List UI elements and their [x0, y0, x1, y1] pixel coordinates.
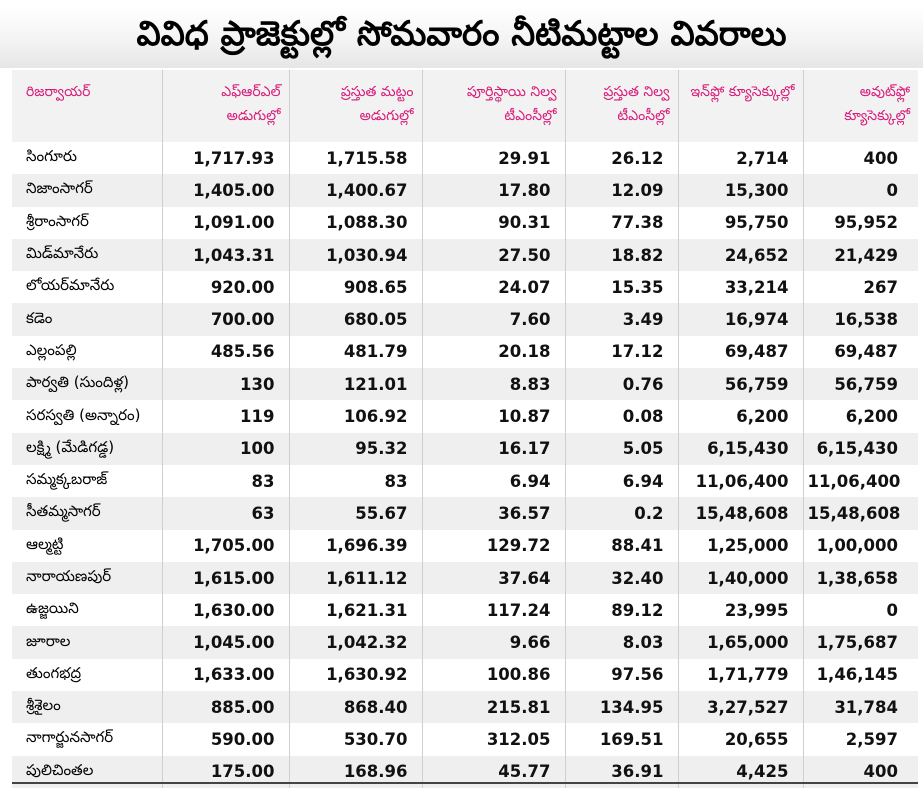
current-storage-tmc: 97.56 — [565, 659, 678, 691]
frl-feet: 920.00 — [162, 271, 289, 303]
table-row — [12, 626, 918, 658]
current-level-feet: 1,696.39 — [289, 530, 422, 562]
table-row — [12, 271, 918, 303]
header-current-storage-tmc: ప్రస్తుత నిల్వ టీఎంసీల్లో — [565, 70, 678, 142]
table-row — [12, 303, 918, 335]
current-level-feet: 55.67 — [289, 497, 422, 529]
inflow-cusecs: 95,750 — [678, 207, 803, 239]
bottom-divider — [12, 782, 918, 784]
reservoir-name: శ్రీశైలం — [12, 691, 162, 723]
current-level-feet: 1,715.58 — [289, 142, 422, 174]
current-storage-tmc: 26.12 — [565, 142, 678, 174]
current-level-feet: 1,611.12 — [289, 562, 422, 594]
table-header — [12, 70, 918, 142]
page-title: వివిధ ప్రాజెక్టుల్లో సోమవారం నీటిమట్టాల వివరాలు — [136, 14, 787, 54]
outflow-cusecs: 15,48,608 — [807, 503, 901, 523]
inflow-cusecs: 2,714 — [678, 142, 803, 174]
current-level-feet: 121.01 — [289, 368, 422, 400]
outflow-cusecs: 1,75,687 — [816, 633, 898, 653]
full-storage-tmc: 27.50 — [422, 239, 565, 271]
frl-feet: 1,091.00 — [162, 207, 289, 239]
full-storage-tmc: 10.87 — [422, 400, 565, 432]
inflow-cusecs: 6,200 — [678, 400, 803, 432]
current-storage-tmc: 134.95 — [565, 691, 678, 723]
outflow-cusecs: 1,46,145 — [816, 665, 898, 685]
table-row — [12, 368, 918, 400]
frl-feet: 1,405.00 — [162, 174, 289, 206]
inflow-cusecs: 15,300 — [678, 174, 803, 206]
outflow-cusecs: 6,200 — [845, 407, 898, 427]
full-storage-tmc: 215.81 — [422, 691, 565, 723]
current-level-feet: 1,630.92 — [289, 659, 422, 691]
full-storage-tmc: 9.66 — [422, 626, 565, 658]
reservoir-name: కడెం — [12, 303, 162, 335]
table-row — [12, 207, 918, 239]
full-storage-tmc: 37.64 — [422, 562, 565, 594]
inflow-cusecs: 1,65,000 — [678, 626, 803, 658]
current-storage-tmc: 89.12 — [565, 594, 678, 626]
frl-feet: 485.56 — [162, 336, 289, 368]
current-level-feet: 908.65 — [289, 271, 422, 303]
reservoir-name: పులిచింతల — [12, 756, 162, 788]
frl-feet: 1,633.00 — [162, 659, 289, 691]
table-row — [12, 594, 918, 626]
outflow-cusecs: 0 — [886, 180, 898, 200]
table-row — [12, 562, 918, 594]
inflow-cusecs: 1,25,000 — [678, 530, 803, 562]
full-storage-tmc: 7.60 — [422, 303, 565, 335]
current-storage-tmc: 0.76 — [565, 368, 678, 400]
full-storage-tmc: 90.31 — [422, 207, 565, 239]
full-storage-tmc: 117.24 — [422, 594, 565, 626]
inflow-cusecs: 24,652 — [678, 239, 803, 271]
header-row — [12, 70, 918, 142]
outflow-cusecs: 400 — [863, 762, 898, 782]
outflow-cusecs: 16,538 — [834, 310, 898, 330]
reservoir-name: ఆల్మట్టి — [12, 530, 162, 562]
reservoir-name: ఎల్లంపల్లి — [12, 336, 162, 368]
outflow-cusecs: 1,00,000 — [816, 536, 898, 556]
reservoir-name: మిడ్‌మానేరు — [12, 239, 162, 271]
current-level-feet: 868.40 — [289, 691, 422, 723]
frl-feet: 1,705.00 — [162, 530, 289, 562]
frl-feet: 63 — [162, 497, 289, 529]
table-row — [12, 142, 918, 174]
reservoir-levels-table — [12, 70, 918, 788]
table-row — [12, 659, 918, 691]
table-row — [12, 174, 918, 206]
full-storage-tmc: 6.94 — [422, 465, 565, 497]
current-storage-tmc: 88.41 — [565, 530, 678, 562]
full-storage-tmc: 36.57 — [422, 497, 565, 529]
inflow-cusecs: 23,995 — [678, 594, 803, 626]
frl-feet: 1,717.93 — [162, 142, 289, 174]
table-row — [12, 691, 918, 723]
table-row — [12, 530, 918, 562]
outflow-cusecs: 69,487 — [834, 342, 898, 362]
table-row — [12, 433, 918, 465]
current-level-feet: 1,400.67 — [289, 174, 422, 206]
full-storage-tmc: 29.91 — [422, 142, 565, 174]
frl-feet: 1,630.00 — [162, 594, 289, 626]
current-storage-tmc: 0.08 — [565, 400, 678, 432]
current-storage-tmc: 12.09 — [565, 174, 678, 206]
inflow-cusecs: 6,15,430 — [678, 433, 803, 465]
table-row — [12, 497, 918, 529]
inflow-cusecs: 4,425 — [678, 756, 803, 788]
table-body — [12, 142, 918, 788]
full-storage-tmc: 8.83 — [422, 368, 565, 400]
frl-feet: 119 — [162, 400, 289, 432]
full-storage-tmc: 17.80 — [422, 174, 565, 206]
current-storage-tmc: 6.94 — [565, 465, 678, 497]
outflow-cusecs: 0 — [886, 600, 898, 620]
frl-feet: 700.00 — [162, 303, 289, 335]
title-bar — [0, 8, 923, 68]
reservoir-name: పార్వతి (సుందిళ్ల) — [12, 368, 162, 400]
current-storage-tmc: 17.12 — [565, 336, 678, 368]
reservoir-name: తుంగభద్ర — [12, 659, 162, 691]
frl-feet: 885.00 — [162, 691, 289, 723]
frl-feet: 590.00 — [162, 723, 289, 755]
reservoir-name: జూరాల — [12, 626, 162, 658]
inflow-cusecs: 15,48,608 — [678, 497, 803, 529]
reservoir-name: శ్రీరాంసాగర్ — [12, 207, 162, 239]
frl-feet: 1,615.00 — [162, 562, 289, 594]
inflow-cusecs: 3,27,527 — [678, 691, 803, 723]
inflow-cusecs: 33,214 — [678, 271, 803, 303]
current-level-feet: 1,042.32 — [289, 626, 422, 658]
reservoir-name: లోయర్‌మానేరు — [12, 271, 162, 303]
reservoir-name: నిజాంసాగర్ — [12, 174, 162, 206]
header-current-level-feet: ప్రస్తుత మట్టం అడుగుల్లో — [289, 70, 422, 142]
current-storage-tmc: 77.38 — [565, 207, 678, 239]
current-storage-tmc: 0.2 — [565, 497, 678, 529]
outflow-cusecs: 267 — [863, 277, 898, 297]
inflow-cusecs: 69,487 — [678, 336, 803, 368]
reservoir-name: సరస్వతి (అన్నారం) — [12, 400, 162, 432]
current-level-feet: 83 — [289, 465, 422, 497]
current-storage-tmc: 3.49 — [565, 303, 678, 335]
current-level-feet: 168.96 — [289, 756, 422, 788]
current-storage-tmc: 169.51 — [565, 723, 678, 755]
inflow-cusecs: 20,655 — [678, 723, 803, 755]
outflow-cusecs: 56,759 — [834, 374, 898, 394]
outflow-cusecs: 400 — [863, 148, 898, 168]
outflow-cusecs: 1,38,658 — [816, 568, 898, 588]
frl-feet: 100 — [162, 433, 289, 465]
outflow-cusecs: 6,15,430 — [816, 439, 898, 459]
header-inflow-cusecs: ఇన్‌ఫ్లో క్యూసెక్కుల్లో — [678, 70, 803, 142]
table-row — [12, 239, 918, 271]
reservoir-name: నాగార్జునసాగర్ — [12, 723, 162, 755]
frl-feet: 175.00 — [162, 756, 289, 788]
current-storage-tmc: 15.35 — [565, 271, 678, 303]
current-storage-tmc: 8.03 — [565, 626, 678, 658]
outflow-cusecs: 2,597 — [845, 729, 898, 749]
full-storage-tmc: 24.07 — [422, 271, 565, 303]
current-level-feet: 1,621.31 — [289, 594, 422, 626]
reservoir-name: సీతమ్మసాగర్ — [12, 497, 162, 529]
full-storage-tmc: 20.18 — [422, 336, 565, 368]
table-row — [12, 465, 918, 497]
reservoir-name: సింగూరు — [12, 142, 162, 174]
full-storage-tmc: 312.05 — [422, 723, 565, 755]
outflow-cusecs: 11,06,400 — [807, 471, 901, 491]
reservoir-name: ఉజ్జయిని — [12, 594, 162, 626]
inflow-cusecs: 56,759 — [678, 368, 803, 400]
outflow-cusecs: 21,429 — [834, 245, 898, 265]
current-level-feet: 1,030.94 — [289, 239, 422, 271]
frl-feet: 1,043.31 — [162, 239, 289, 271]
current-level-feet: 95.32 — [289, 433, 422, 465]
current-level-feet: 481.79 — [289, 336, 422, 368]
table-row — [12, 400, 918, 432]
current-level-feet: 680.05 — [289, 303, 422, 335]
inflow-cusecs: 1,71,779 — [678, 659, 803, 691]
header-full-storage-tmc: పూర్తిస్థాయి నిల్వ టీఎంసీల్లో — [422, 70, 565, 142]
current-storage-tmc: 36.91 — [565, 756, 678, 788]
full-storage-tmc: 129.72 — [422, 530, 565, 562]
header-frl-feet: ఎఫ్ఆర్ఎల్ అడుగుల్లో — [162, 70, 289, 142]
table-row — [12, 336, 918, 368]
full-storage-tmc: 100.86 — [422, 659, 565, 691]
outflow-cusecs: 95,952 — [834, 213, 898, 233]
current-storage-tmc: 5.05 — [565, 433, 678, 465]
current-level-feet: 530.70 — [289, 723, 422, 755]
inflow-cusecs: 16,974 — [678, 303, 803, 335]
reservoir-name: సమ్మక్కబరాజ్ — [12, 465, 162, 497]
header-outflow-cusecs: అవుట్‌ఫ్లో క్యూసెక్కుల్లో — [844, 84, 910, 124]
frl-feet: 130 — [162, 368, 289, 400]
current-level-feet: 106.92 — [289, 400, 422, 432]
reservoir-name: నారాయణపుర్ — [12, 562, 162, 594]
current-level-feet: 1,088.30 — [289, 207, 422, 239]
reservoir-name: లక్ష్మి (మేడిగడ్డ) — [12, 433, 162, 465]
frl-feet: 83 — [162, 465, 289, 497]
table-row — [12, 723, 918, 755]
current-storage-tmc: 18.82 — [565, 239, 678, 271]
current-storage-tmc: 32.40 — [565, 562, 678, 594]
inflow-cusecs: 1,40,000 — [678, 562, 803, 594]
outflow-cusecs: 31,784 — [834, 697, 898, 717]
full-storage-tmc: 16.17 — [422, 433, 565, 465]
full-storage-tmc: 45.77 — [422, 756, 565, 788]
frl-feet: 1,045.00 — [162, 626, 289, 658]
header-reservoir: రిజర్వాయర్ — [12, 70, 162, 142]
inflow-cusecs: 11,06,400 — [678, 465, 803, 497]
